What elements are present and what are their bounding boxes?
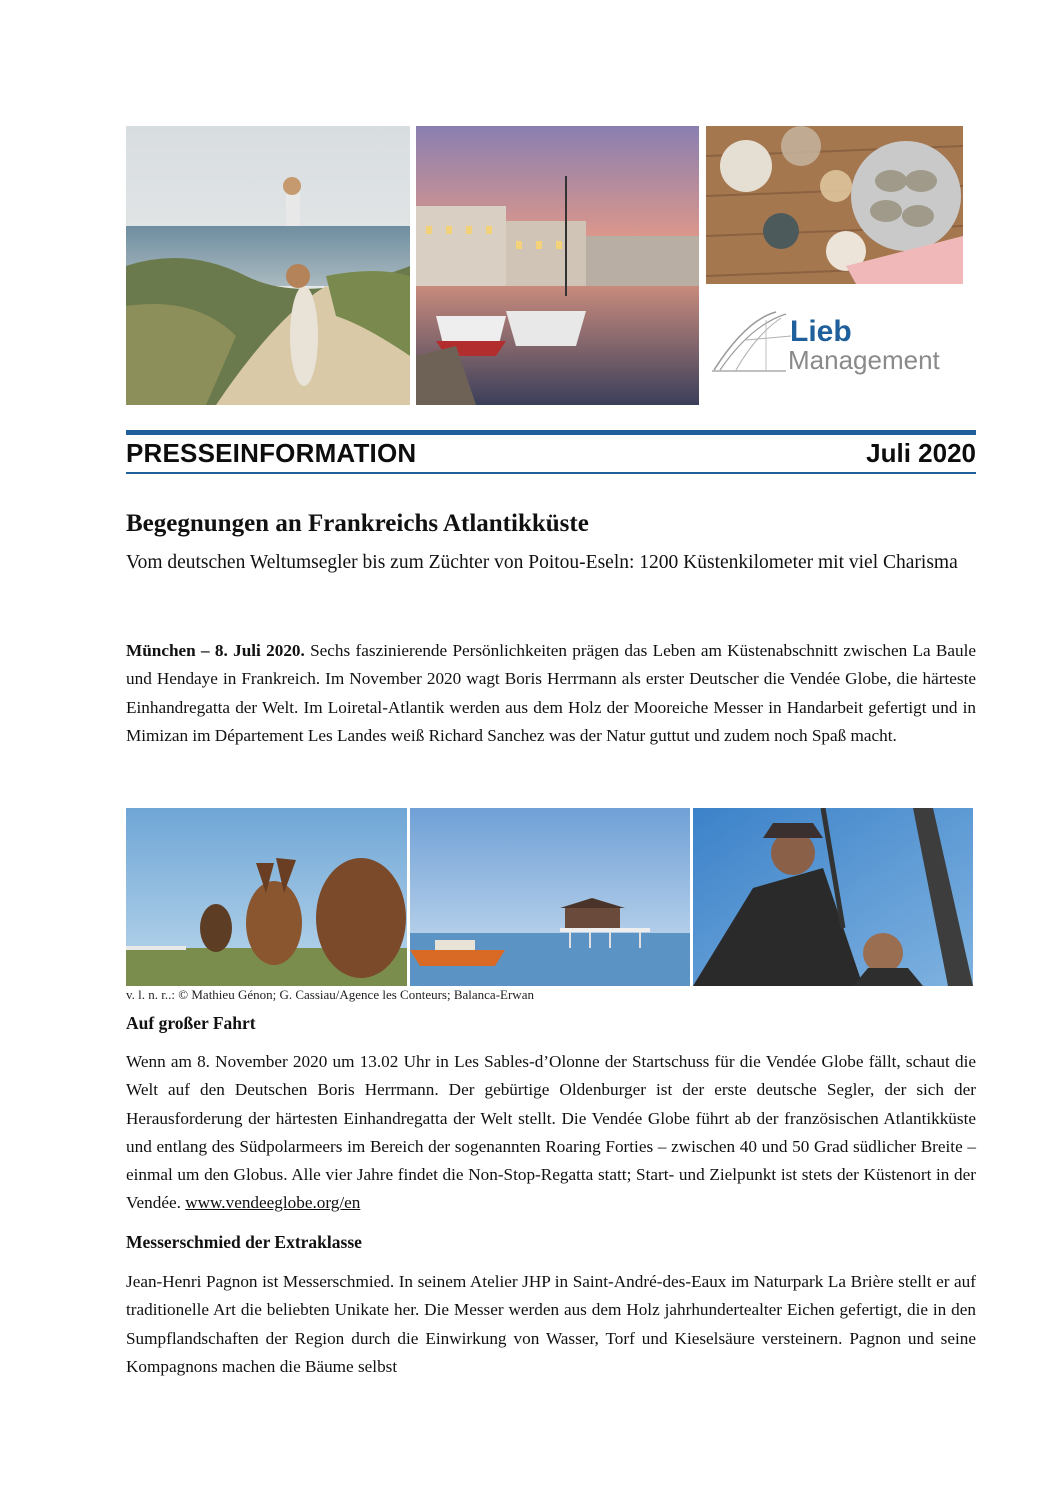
article-subheadline: Vom deutschen Weltumsegler bis zum Züchter von Poitou-Eseln: 1200 Küstenkilometer mit viel Charisma bbox=[126, 552, 958, 573]
header-rule-bottom bbox=[126, 472, 976, 474]
section2-paragraph: Jean-Henri Pagnon ist Messerschmied. In seinem Atelier JHP in Saint-André-des-Eaux im Naturpark La Brière stellt er auf traditionelle Art die beliebten Unikate her. Die Messer werden aus dem Holz jahrhundertealter Eichen gefertigt, die in den Sumpflandschaften der Region durch die Einwirkung von Wasser, Torf und Kieselsäure versteinern. Pagnon und seine Kompagnons machen die Bäume selbst bbox=[126, 1272, 976, 1376]
lead-dateline: München – 8. Juli 2020. bbox=[126, 641, 305, 660]
photo-poitou-donkeys bbox=[126, 808, 407, 986]
photo-caption: v. l. n. r..: © Mathieu Génon; G. Cassiau/Agence les Conteurs; Balanca-Erwan bbox=[126, 987, 534, 1002]
lead-paragraph bbox=[126, 637, 976, 750]
section1-text: Wenn am 8. November 2020 um 13.02 Uhr in Les Sables-d’Olonne der Startschuss für die Vendée Globe fällt, schaut die Welt auf den Deutschen Boris Herrmann. Der gebürtige Oldenburger ist der erste deutsche Segler, der sich der Herausforderung der härtesten Einhandregatta der Welt stellt. Die Vendée Globe führt ab der französischen Atlantikküste und entlang des Südpolarmeers im Bereich der sogenannten Roaring Forties – zwischen 40 und 50 Grad südlicher Breite – einmal um den Globus. Alle vier Jahre findet die Non-Stop-Regatta statt; Start- und Zielpunkt ist stets der Küstenort in der Vendée. bbox=[126, 1052, 976, 1213]
photo-beach-mother-child bbox=[126, 126, 410, 405]
photo-stilt-house bbox=[410, 808, 690, 986]
photo-oysters-table bbox=[706, 126, 963, 284]
press-label: PRESSEINFORMATION bbox=[126, 438, 417, 468]
section-title-auf-grosser-fahrt: Auf großer Fahrt bbox=[126, 1013, 256, 1033]
vendeeglobe-link[interactable]: www.vendeeglobe.org/en bbox=[185, 1193, 361, 1213]
section1-paragraph bbox=[126, 1048, 976, 1218]
logo-word-management: Management bbox=[788, 345, 940, 375]
section-title-messerschmied: Messerschmied der Extraklasse bbox=[126, 1232, 362, 1252]
logo-word-lieb: Lieb bbox=[790, 315, 852, 348]
header-rule-top bbox=[126, 430, 976, 435]
article-headline: Begegnungen an Frankreichs Atlantikküste bbox=[126, 510, 589, 537]
lead-text: Sechs faszinierende Persönlichkeiten prägen das Leben am Küstenabschnitt zwischen La Baule und Hendaye in Frankreich. Im November 2020 wagt Boris Herrmann als erster Deutscher die Vendée Globe, die härteste Einhandregatta der Welt. Im Loiretal-Atlantik werden aus dem Holz der Mooreiche Messer in Handarbeit gefertigt und in Mimizan im Département Les Landes weiß Richard Sanchez was der Natur guttut und zudem noch Spaß macht. bbox=[126, 641, 976, 745]
photo-harbour-sunset bbox=[416, 126, 699, 405]
photo-man-with-chain bbox=[693, 808, 973, 986]
press-date: Juli 2020 bbox=[866, 438, 976, 468]
